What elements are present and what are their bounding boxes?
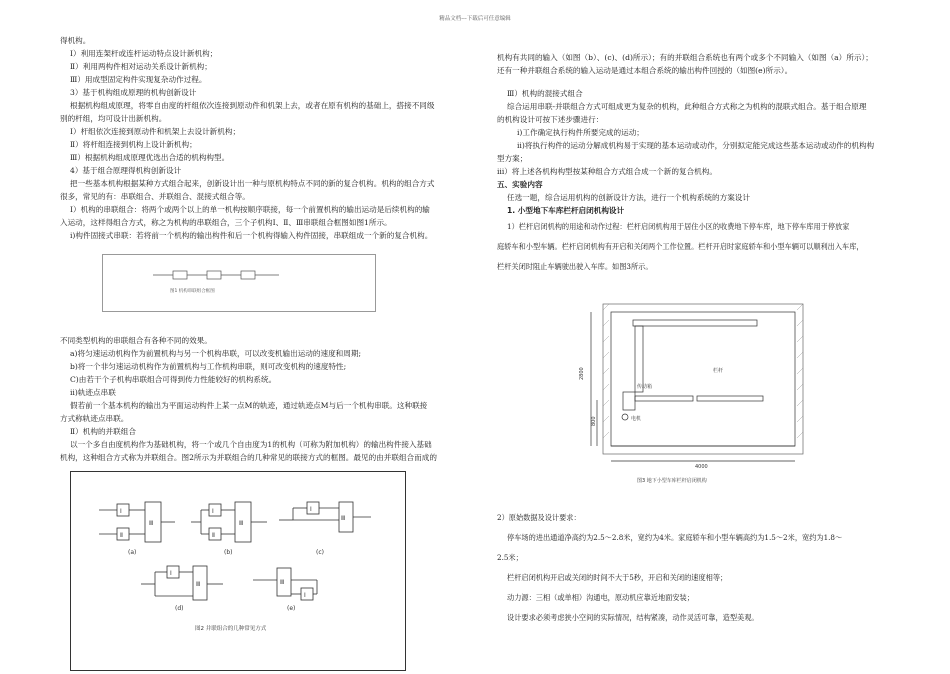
section-heading: 4）基于组合原理得机构创新设计 [70,166,182,175]
list-item: ⅲ）将上述各机构构型按某种组合方式组合成一个新的复合机构。 [497,167,717,176]
list-item: a)将匀速运动机构作为前置机构与另一个机构串联，可以改变机输出运动的速度和周期; [70,349,362,358]
figure-2 [70,471,406,671]
diagram-label-e: (e) [287,605,296,612]
serial-diagram [103,255,375,311]
paragraph: 很多，常见的有：串联组合、并联组合、混接式组合等。 [60,192,250,201]
paragraph: ⅰ)构件固接式串联：若将前一个机构的输出构件和后一个机构得输入构件固接，串联组成一个新的复合机构。 [70,231,433,240]
list-item: Ⅱ）利用两构件相对运动关系设计新机构； [70,62,212,71]
roman-label: Ⅰ [212,508,214,515]
dimension-width: 4000 [695,464,708,470]
section-title: 五、实验内容 [497,180,543,189]
right-column [497,51,917,277]
barrier-label: 栏杆 [713,368,724,374]
left-column-lower [60,334,480,464]
paragraph: 综合运用串联-并联组合方式可组成更为复杂的机构，此种组合方式称之为机构的混联式组合。基于组合原理 [507,102,867,111]
list-item: Ⅰ）杆组依次连接到原动件和机架上去设计新机构； [70,127,241,136]
paragraph: 的机构设计可按下述步骤进行： [497,115,604,124]
roman-label: Ⅰ [304,592,306,599]
paragraph: 不同类型机构的串联组合有各种不同的效果。 [60,336,212,345]
list-item: Ⅱ）将杆组连接到机构上设计新机构； [70,140,197,149]
list-item: C)由若干个子机构串联组合可得到传力性能较好的机构系统。 [70,375,277,384]
subsection-title: 1. 小型地下车库栏杆启闭机构设计 [507,206,625,215]
paragraph: 机构有共同的输入（如图（b）、(c)、(d)所示）；有的并联组合系统也有两个或多个不同输入（如图（a）所示）； [497,53,873,62]
paragraph: 任选一题，综合运用机构的创新设计方法，进行一个机构系统的方案设计 [507,193,750,202]
paragraph: 2.5米； [497,553,523,562]
list-item: ⅰ)工作确定执行构件所要完成的运动； [517,128,644,137]
roman-label: Ⅲ [239,520,244,527]
figure-3-caption: 图3 地下小型车库栏杆启闭机构 [637,478,707,484]
dimension-low: 800 [591,416,597,426]
diagram-label-d: (d) [175,605,184,612]
section-heading: ⅱ)轨迹点串联 [70,388,116,397]
dimension-height: 2800 [579,367,585,380]
figure-3 [575,296,815,488]
roman-label: Ⅲ [341,515,346,522]
section-heading: 3）基于机构组成原理的机构创新设计 [70,88,197,97]
paragraph: 还有一种并联组合系统的输入运动是通过本组合系统的输出构件回授的（如图(e)所示）。 [497,66,793,75]
list-item: 动力源：三相（或单相）沟通电，原动机应靠近地面安装； [507,593,694,602]
diagram-label-a: (a) [128,549,137,556]
paragraph: 以一个多自由度机构作为基础机构，将一个或几个自由度为1的机构（可称为附加机构）的输出构件接入基础 [70,440,432,449]
list-item: Ⅲ）根据机构组成原理优选出合适的机构构型。 [70,153,230,162]
list-item: 设计要求必须考虑狭小空间的实际情况，结构紧凑，动作灵活可靠，造型美观。 [507,613,759,622]
transmission-label: 传动箱 [637,384,653,390]
paragraph: 型方案； [497,154,528,163]
garage-diagram [575,296,815,488]
paragraph: 把一些基本机构根据某种方式组合起来，创新设计出一种与原机构特点不同的新的复合机构。机构的组合方式 [70,179,435,188]
roman-label: Ⅱ [212,532,215,539]
list-item: b)将一个非匀速运动机构作为前置机构与工作机构串联，则可改变机构的速度特性; [70,362,347,371]
paragraph: 庭轿车和小型车辆。栏杆启闭机构有开启和关闭两个工作位置。栏杆开启时家庭轿车和小型车辆可以顺利出入车库， [497,242,864,251]
figure-1-caption: 图1 机构串联组合框图 [170,289,215,294]
paragraph: 根据机构组成原理，将零自由度的杆组依次连接到原动件和机架上去，或者在原有机构的基础上，搭接不同级 [70,101,435,110]
page-header: 精品文档---下载后可任意编辑 [439,16,511,22]
paragraph: 假若前一个基本机构的输出为平面运动构件上某一点M的轨迹，通过轨迹点M与后一个机构串联。这种联接 [70,401,428,410]
roman-label: Ⅰ [120,508,122,515]
paragraph: 方式称轨迹点串联。 [60,414,129,423]
roman-label: Ⅲ [196,581,201,588]
left-column [60,34,480,242]
parallel-diagrams [71,472,405,670]
list-item: Ⅲ）用成型固定构件实现复杂动作过程。 [70,75,207,84]
section-heading: 2）原始数据及设计要求： [497,513,581,522]
figure-1 [102,254,376,312]
diagram-label-b: (b) [224,549,233,556]
section-heading: Ⅲ）机构的混接式组合 [507,89,583,98]
paragraph: 入运动，这样得组合方式，称之为机构的串联组合，三个子机构Ⅰ、Ⅱ、Ⅲ串联组合框图如图1所示。 [60,218,392,227]
paragraph: 别的杆组，均可设计出新机构。 [60,114,167,123]
list-item: Ⅰ）利用连架杆或连杆运动特点设计新机构； [70,49,218,58]
section-heading: Ⅱ）机构的并联组合 [70,427,136,436]
paragraph: 栏杆关闭时阻止车辆驶出驶入车库。如图3所示。 [497,262,653,271]
paragraph: 停车场的进出通道净高约为2.5～2.8米，宽约为4米。家庭轿车和小型车辆高约为1.5～2米，宽约为1.8～ [507,533,843,542]
list-item: 栏杆启闭机构开启或关闭的时间不大于5秒，开启和关闭的速度相等； [507,573,728,582]
roman-label: Ⅰ [170,570,172,577]
right-column-lower [497,508,927,628]
roman-label: Ⅲ [280,579,285,586]
list-item: ⅱ)将执行构件的运动分解成机构易于实现的基本运动或动作，分别拟定能完成这些基本运动或动作的机构构 [517,141,875,150]
paragraph: 1）栏杆启闭机构的用途和动作过程：栏杆启闭机构用于居住小区的收费地下停车库，地下停车库用于停放家 [507,222,850,231]
motor-label: 电机 [631,416,642,422]
roman-label: Ⅰ [310,506,312,513]
paragraph: 机构，这种组合方式称为并联组合。图2所示为并联组合的几种常见的联接方式的框图。最见的由并联组合而成的 [60,453,437,462]
figure-2-caption: 图2 并联组合的几种常见方式 [195,626,267,632]
paragraph: Ⅰ）机构的串联组合：将两个或两个以上的单一机构按顺序联接，每一个前置机构的输出运动是后续机构的输 [70,205,430,214]
roman-label: Ⅱ [120,532,123,539]
diagram-label-c: (c) [316,549,324,556]
roman-label: Ⅲ [149,520,154,527]
paragraph: 得机构。 [60,36,91,45]
